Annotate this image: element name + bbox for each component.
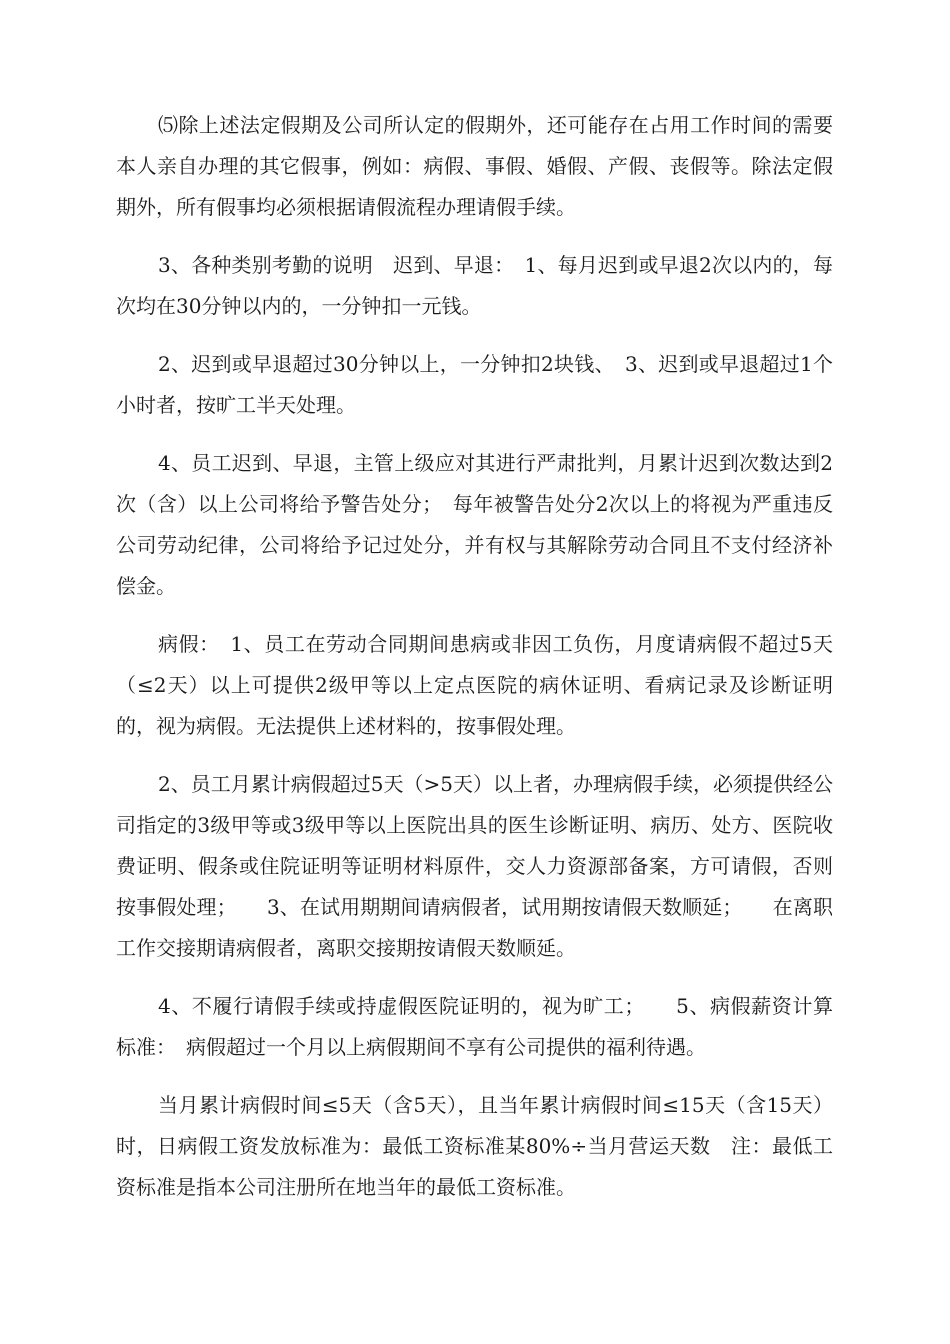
paragraph-sick-pay-standard: 当月累计病假时间≤5天（含5天），且当年累计病假时间≤15天（含15天）时，日病假工资发放标准为：最低工资标准某80%÷当月营运天数 注：最低工资标准是指本公司注册所在地当年的最低工资标准。 (116, 1093, 833, 1199)
paragraph-late-early-rule-2: 2、迟到或早退超过30分钟以上，一分钟扣2块钱、 3、迟到或早退超过1个小时者，按旷工半天处理。 (116, 352, 833, 417)
paragraph-sick-leave-3: 4、不履行请假手续或持虚假医院证明的，视为旷工； 5、病假薪资计算标准： 病假超过一个月以上病假期间不享有公司提供的福利待遇。 (116, 994, 833, 1059)
paragraph-warning-rule: 4、员工迟到、早退，主管上级应对其进行严肃批判，月累计迟到次数达到2次（含）以上公司将给予警告处分； 每年被警告处分2次以上的将视为严重违反公司劳动纪律，公司将给予记过处分，并有权与其解除劳动合同且不支付经济补偿金。 (116, 451, 833, 598)
paragraph-sick-leave-2: 2、员工月累计病假超过5天（>5天）以上者，办理病假手续，必须提供经公司指定的3级甲等或3级甲等以上医院出具的医生诊断证明、病历、处方、医院收费证明、假条或住院证明等证明材料原件，交人力资源部备案，方可请假，否则按事假处理； 3、在试用期期间请病假者，试用期按请假天数顺延； 在离职工作交接期请病假者，离职交接期按请假天数顺延。 (116, 772, 833, 960)
paragraph-leave-types: ⑸除上述法定假期及公司所认定的假期外，还可能存在占用工作时间的需要本人亲自办理的其它假事，例如：病假、事假、婚假、产假、丧假等。除法定假期外，所有假事均必须根据请假流程办理请假手续。 (116, 113, 833, 219)
paragraph-sick-leave-1: 病假： 1、员工在劳动合同期间患病或非因工负伤，月度请病假不超过5天（≤2天）以上可提供2级甲等以上定点医院的病休证明、看病记录及诊断证明的，视为病假。无法提供上述材料的，按事假处理。 (116, 632, 833, 738)
paragraph-late-early-rule-1: 3、各种类别考勤的说明 迟到、早退： 1、每月迟到或早退2次以内的，每次均在30分钟以内的，一分钟扣一元钱。 (116, 253, 833, 318)
document-body (116, 105, 833, 1225)
